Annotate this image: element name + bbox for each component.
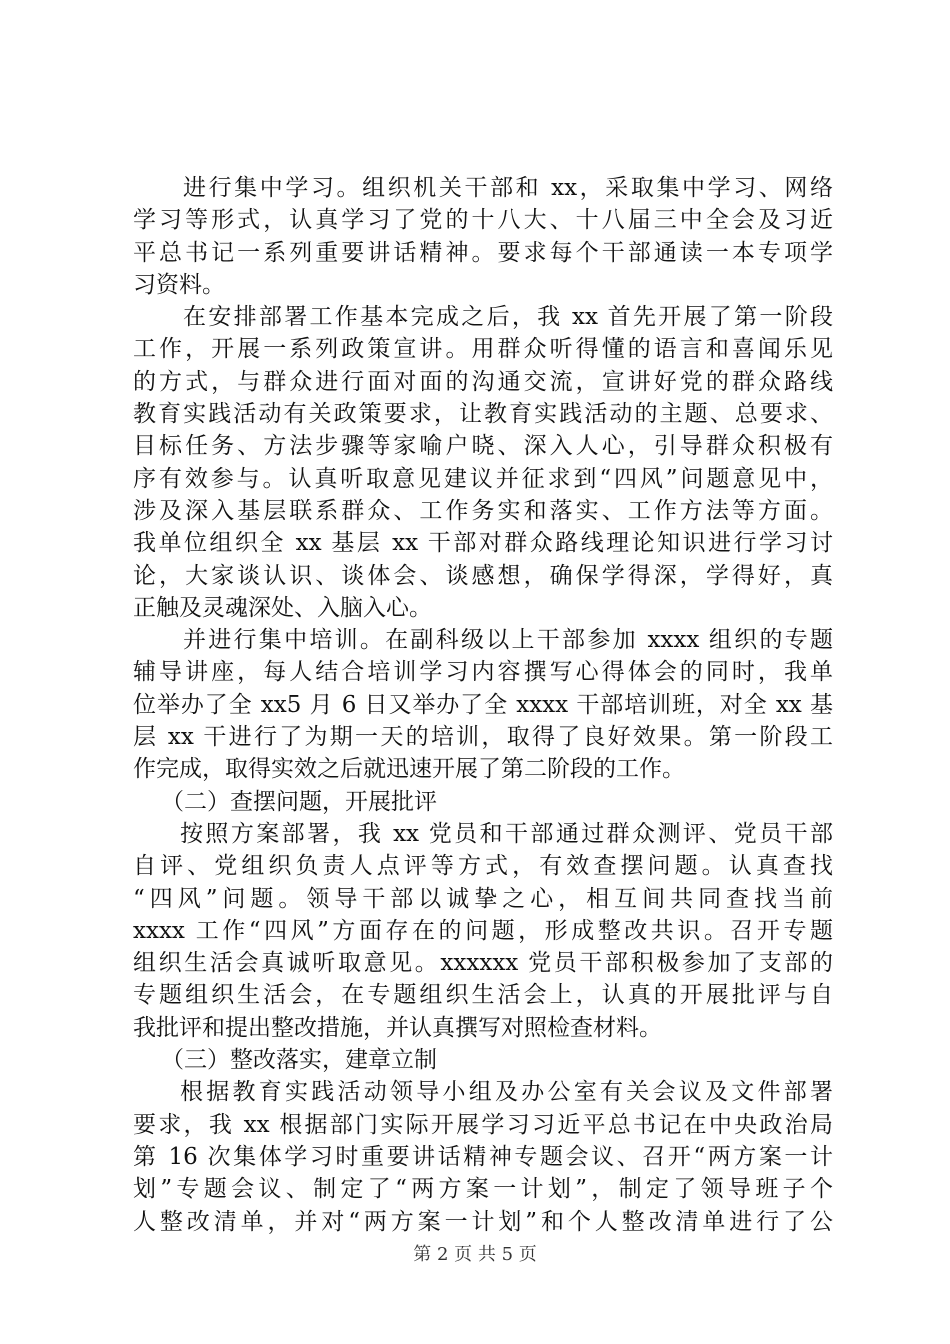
text-line: 根据教育实践活动领导小组及办公室有关会议及文件部署 (180, 1079, 833, 1106)
text-line: 我单位组织全 xx 基层 xx 干部对群众路线理论知识进行学习讨 (133, 530, 833, 557)
text-line: 层 xx 干进行了为期一天的培训，取得了良好效果。第一阶段工 (133, 724, 833, 751)
page-number-footer: 第 2 页 共 5 页 (413, 1244, 537, 1265)
text-line: 按照方案部署，我 xx 党员和干部通过群众测评、党员干部 (180, 820, 833, 847)
section-heading: （二）查摆问题，开展批评 (161, 788, 437, 815)
text-line: 涉及深入基层联系群众、工作务实和落实、工作方法等方面。 (133, 497, 833, 524)
text-line: 在安排部署工作基本完成之后，我 xx 首先开展了第一阶段 (183, 304, 833, 331)
text-line: 作完成，取得实效之后就迅速开展了第二阶段的工作。 (133, 756, 685, 783)
text-line: 论，大家谈认识、谈体会、谈感想，确保学得深，学得好，真 (133, 562, 833, 589)
section-heading: （三）整改落实，建章立制 (161, 1047, 437, 1074)
text-line: 的方式，与群众进行面对面的沟通交流，宣讲好党的群众路线 (133, 368, 833, 395)
body-text (133, 172, 833, 1238)
text-line: 习资料。 (133, 271, 225, 298)
text-line: 组织生活会真诚听取意见。xxxxxx 党员干部积极参加了支部的 (133, 950, 833, 977)
text-line: 学习等形式，认真学习了党的十八大、十八届三中全会及习近 (133, 207, 833, 234)
text-line: 序有效参与。认真听取意见建议并征求到“四风”问题意见中， (133, 465, 833, 492)
text-line: 并进行集中培训。在副科级以上干部参加 xxxx 组织的专题 (183, 627, 833, 654)
text-line: 第 16 次集体学习时重要讲话精神专题会议、召开“两方案一计 (133, 1143, 833, 1170)
text-line: 正触及灵魂深处、入脑入心。 (133, 594, 432, 621)
text-line: xxxx 工作“四风”方面存在的问题，形成整改共识。召开专题 (133, 917, 833, 944)
text-line: 进行集中学习。组织机关干部和 xx，采取集中学习、网络 (183, 175, 833, 201)
text-line: 辅导讲座，每人结合培训学习内容撰写心得体会的同时，我单 (133, 659, 833, 686)
text-line: 划”专题会议、制定了“两方案一计划”，制定了领导班子个 (133, 1176, 833, 1203)
text-line: 要求，我 xx 根据部门实际开展学习习近平总书记在中央政治局 (133, 1111, 833, 1138)
text-line: “四风”问题。领导干部以诚挚之心，相互间共同查找当前 (133, 885, 833, 912)
text-line: 我批评和提出整改措施，并认真撰写对照检查材料。 (133, 1014, 662, 1041)
text-line: 专题组织生活会，在专题组织生活会上，认真的开展批评与自 (133, 982, 833, 1009)
text-line: 人整改清单，并对“两方案一计划”和个人整改清单进行了公 (133, 1208, 833, 1235)
text-line: 工作，开展一系列政策宣讲。用群众听得懂的语言和喜闻乐见 (133, 336, 833, 363)
text-line: 自评、党组织负责人点评等方式，有效查摆问题。认真查找 (133, 853, 833, 880)
text-line: 目标任务、方法步骤等家喻户晓、深入人心，引导群众积极有 (133, 433, 833, 460)
text-line: 平总书记一系列重要讲话精神。要求每个干部通读一本专项学 (133, 239, 833, 266)
text-line: 位举办了全 xx5 月 6 日又举办了全 xxxx 干部培训班，对全 xx 基 (133, 691, 833, 718)
text-line: 教育实践活动有关政策要求，让教育实践活动的主题、总要求、 (133, 401, 833, 428)
